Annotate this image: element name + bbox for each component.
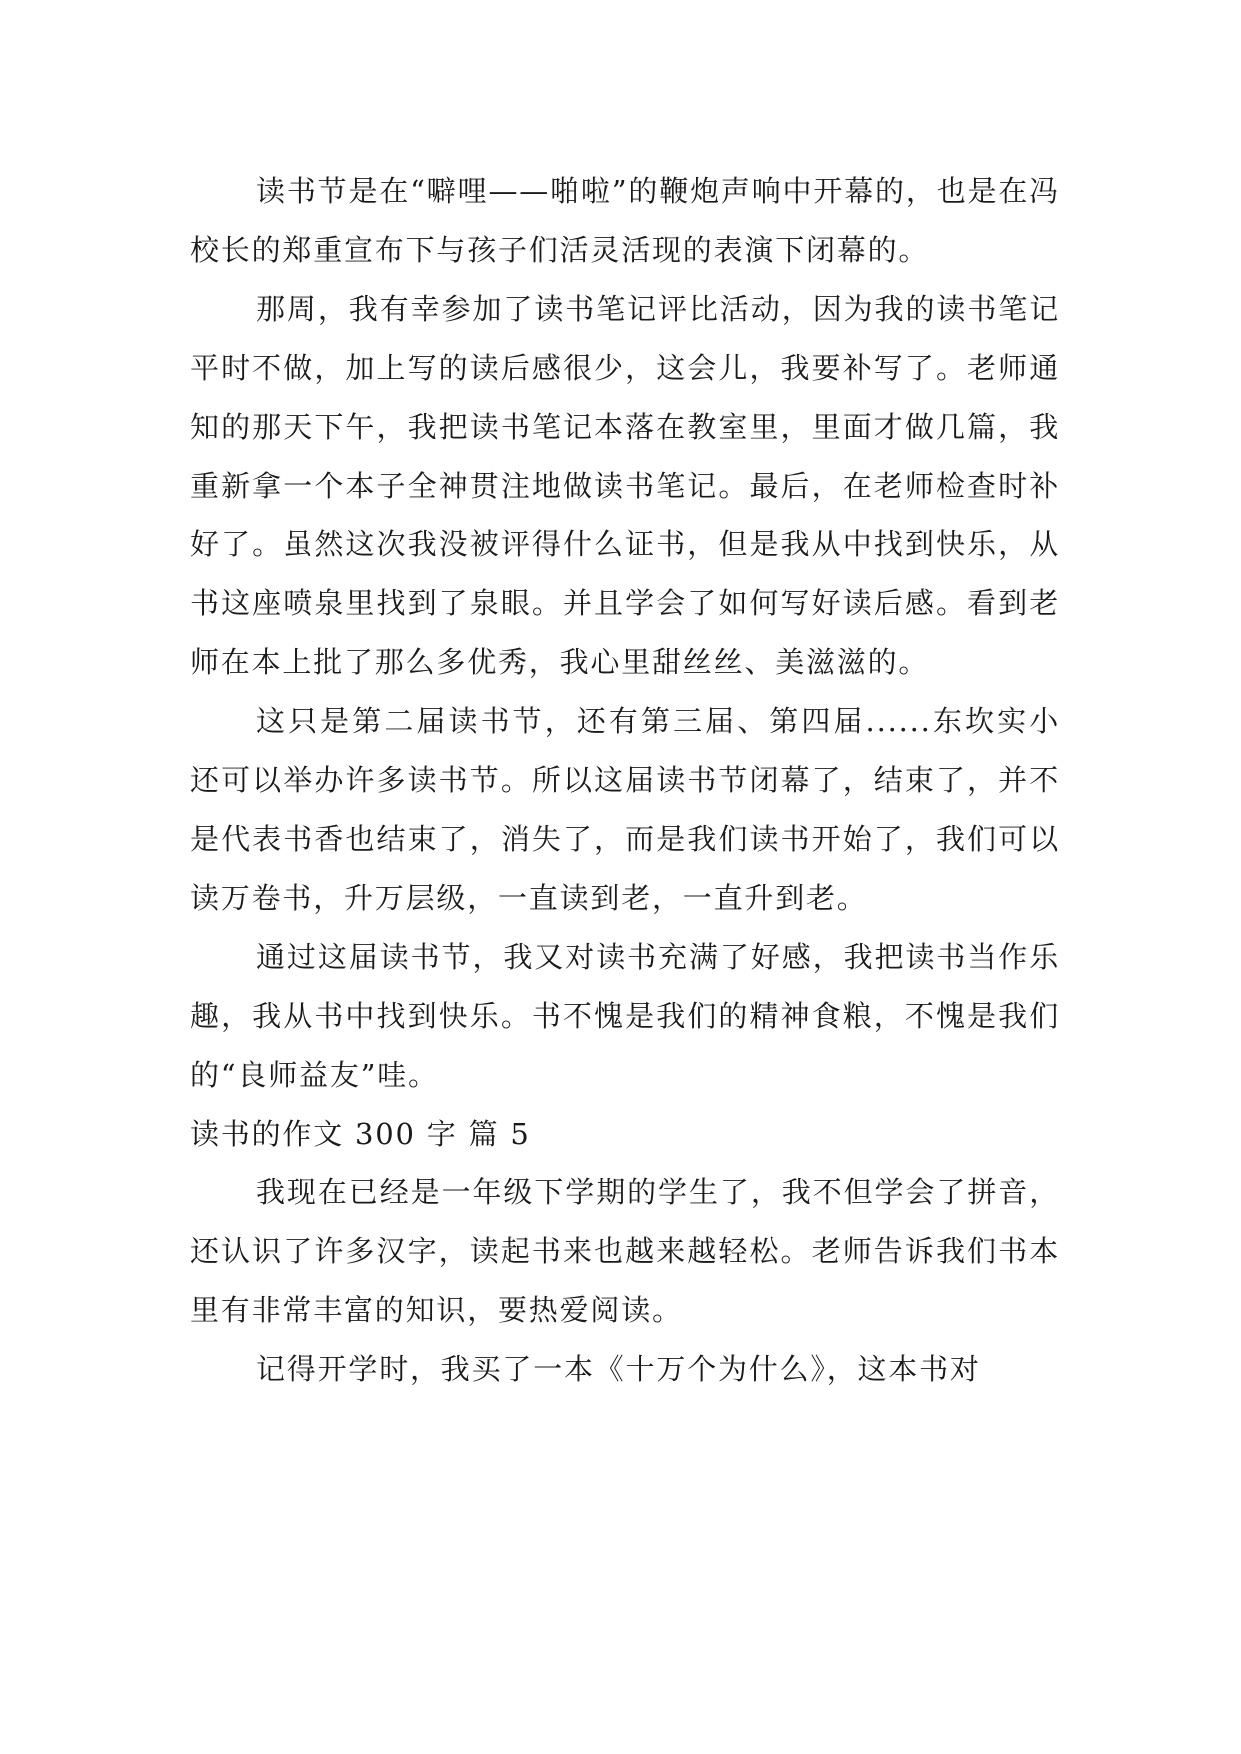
- paragraph: 那周，我有幸参加了读书笔记评比活动，因为我的读书笔记平时不做，加上写的读后感很少，这会儿，我要补写了。老师通知的那天下午，我把读书笔记本落在教室里，里面才做几篇，我重新拿一个本子全神贯注地做读书笔记。最后，在老师检查时补好了。虽然这次我没被评得什么证书，但是我从中找到快乐，从书这座喷泉里找到了泉眼。并且学会了如何写好读后感。看到老师在本上批了那么多优秀，我心里甜丝丝、美滋滋的。: [190, 291, 1060, 680]
- paragraph: 记得开学时，我买了一本《十万个为什么》，这本书对: [256, 1352, 981, 1387]
- paragraph: 读书节是在“噼哩——啪啦”的鞭炮声响中开幕的，也是在冯校长的郑重宣布下与孩子们活灵活现的表演下闭幕的。: [190, 174, 1060, 267]
- paragraph: 通过这届读书节，我又对读书充满了好感，我把读书当作乐趣，我从书中找到快乐。书不愧是我们的精神食粮，不愧是我们的“良师益友”哇。: [190, 939, 1060, 1092]
- paragraph: 这只是第二届读书节，还有第三届、第四届......东坎实小还可以举办许多读书节。所以这届读书节闭幕了，结束了，并不是代表书香也结束了，消失了，而是我们读书开始了，我们可以读万卷书，升万层级，一直读到老，一直升到老。: [190, 704, 1060, 915]
- paragraph: 我现在已经是一年级下学期的学生了，我不但学会了拼音，还认识了许多汉字，读起书来也越来越轻松。老师告诉我们书本里有非常丰富的知识，要热爱阅读。: [190, 1175, 1060, 1328]
- section-heading: 读书的作文 300 字 篇 5: [190, 1116, 531, 1151]
- document-body: [190, 162, 1060, 1399]
